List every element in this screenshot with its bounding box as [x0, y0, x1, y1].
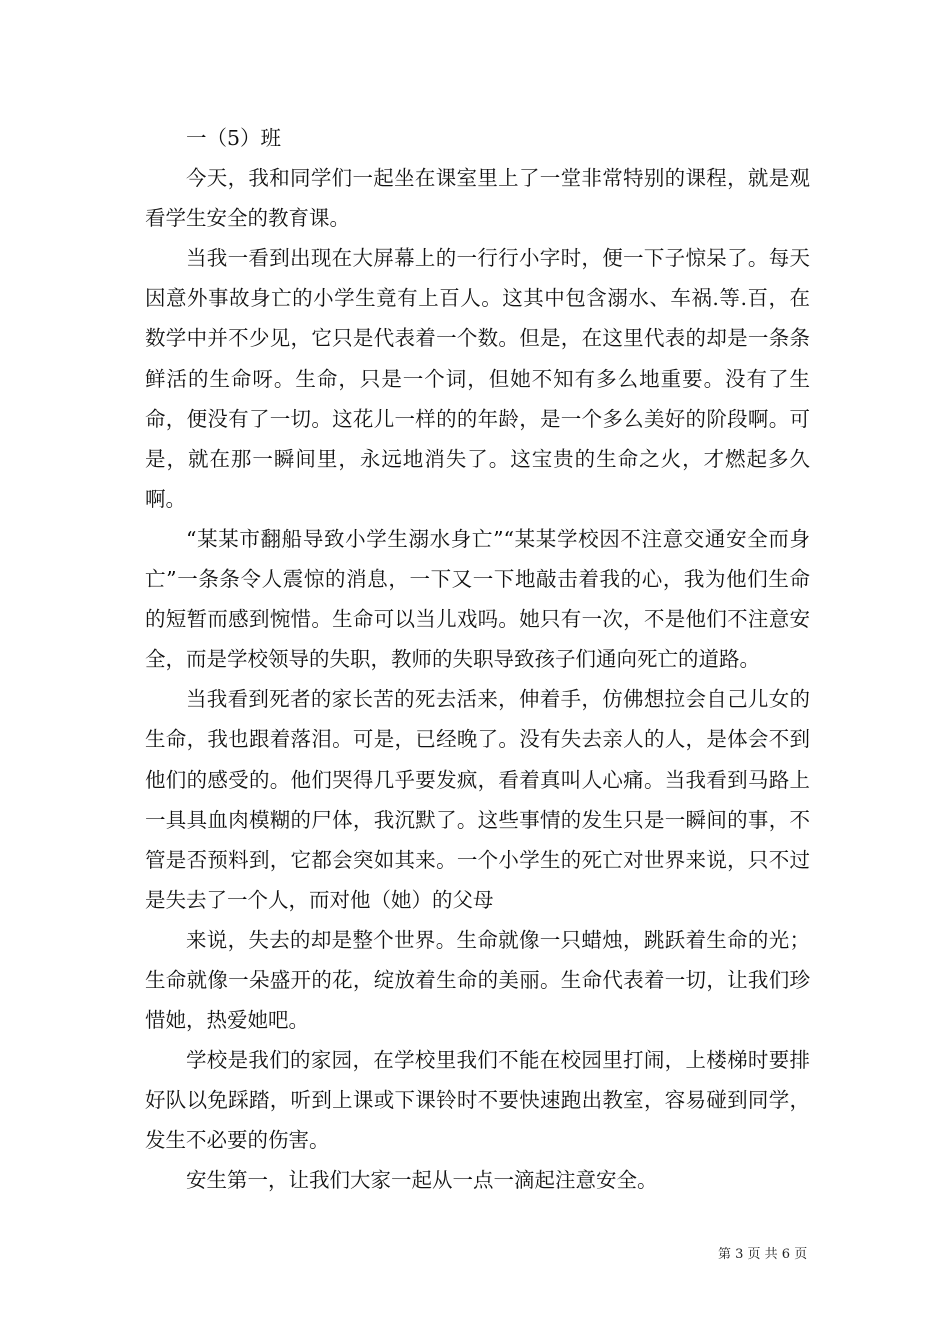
paragraph-parents: 当我看到死者的家长苦的死去活来，伸着手，仿佛想拉会自己儿女的生命，我也跟着落泪。可是，已经晚了。没有失去亲人的人，是体会不到他们的感受的。他们哭得几乎要发疯，看着真叫人心痛。当我看到马路上一具具血肉模糊的尸体，我沉默了。这些事情的发生只是一瞬间的事，不管是否预料到，它都会突如其来。一个小学生的死亡对世界来说，只不过是失去了一个人，而对他（她）的父母	[145, 687, 810, 912]
page-number: 第 3 页 共 6 页	[718, 1247, 808, 1262]
paragraph-conclusion: 安生第一，让我们大家一起从一点一滴起注意安全。	[186, 1168, 658, 1193]
paragraph-news: “某某市翻船导致小学生溺水身亡”“某某学校因不注意交通安全而身亡”一条条令人震惊的消息，一下又一下地敲击着我的心，我为他们生命的短暂而感到惋惜。生命可以当儿戏吗。她只有一次，不是他们不注意安全，而是学校领导的失职，教师的失职导致孩子们通向死亡的道路。	[145, 526, 810, 672]
paragraph-life: 来说，失去的却是整个世界。生命就像一只蜡烛，跳跃着生命的光；生命就像一朵盛开的花，绽放着生命的美丽。生命代表着一切，让我们珍惜她，热爱她吧。	[145, 927, 810, 1033]
document-body	[145, 118, 810, 1201]
paragraph-intro: 今天，我和同学们一起坐在课室里上了一堂非常特别的课程，就是观看学生安全的教育课。	[145, 166, 810, 231]
paragraph-statistics: 当我一看到出现在大屏幕上的一行行小字时，便一下子惊呆了。每天因意外事故身亡的小学生竟有上百人。这其中包含溺水、车祸.等.百，在数学中并不少见，它只是代表着一个数。但是，在这里代表的却是一条条鲜活的生命呀。生命，只是一个词，但她不知有多么地重要。没有了生命，便没有了一切。这花儿一样的的年龄，是一个多么美好的阶段啊。可是，就在那一瞬间里，永远地消失了。这宝贵的生命之火，才燃起多久啊。	[145, 246, 810, 511]
class-heading: 一（5）班	[186, 126, 282, 150]
paragraph-school: 学校是我们的家园，在学校里我们不能在校园里打闹，上楼梯时要排好队以免踩踏，听到上课或下课铃时不要快速跑出教室，容易碰到同学，发生不必要的伤害。	[145, 1048, 810, 1153]
